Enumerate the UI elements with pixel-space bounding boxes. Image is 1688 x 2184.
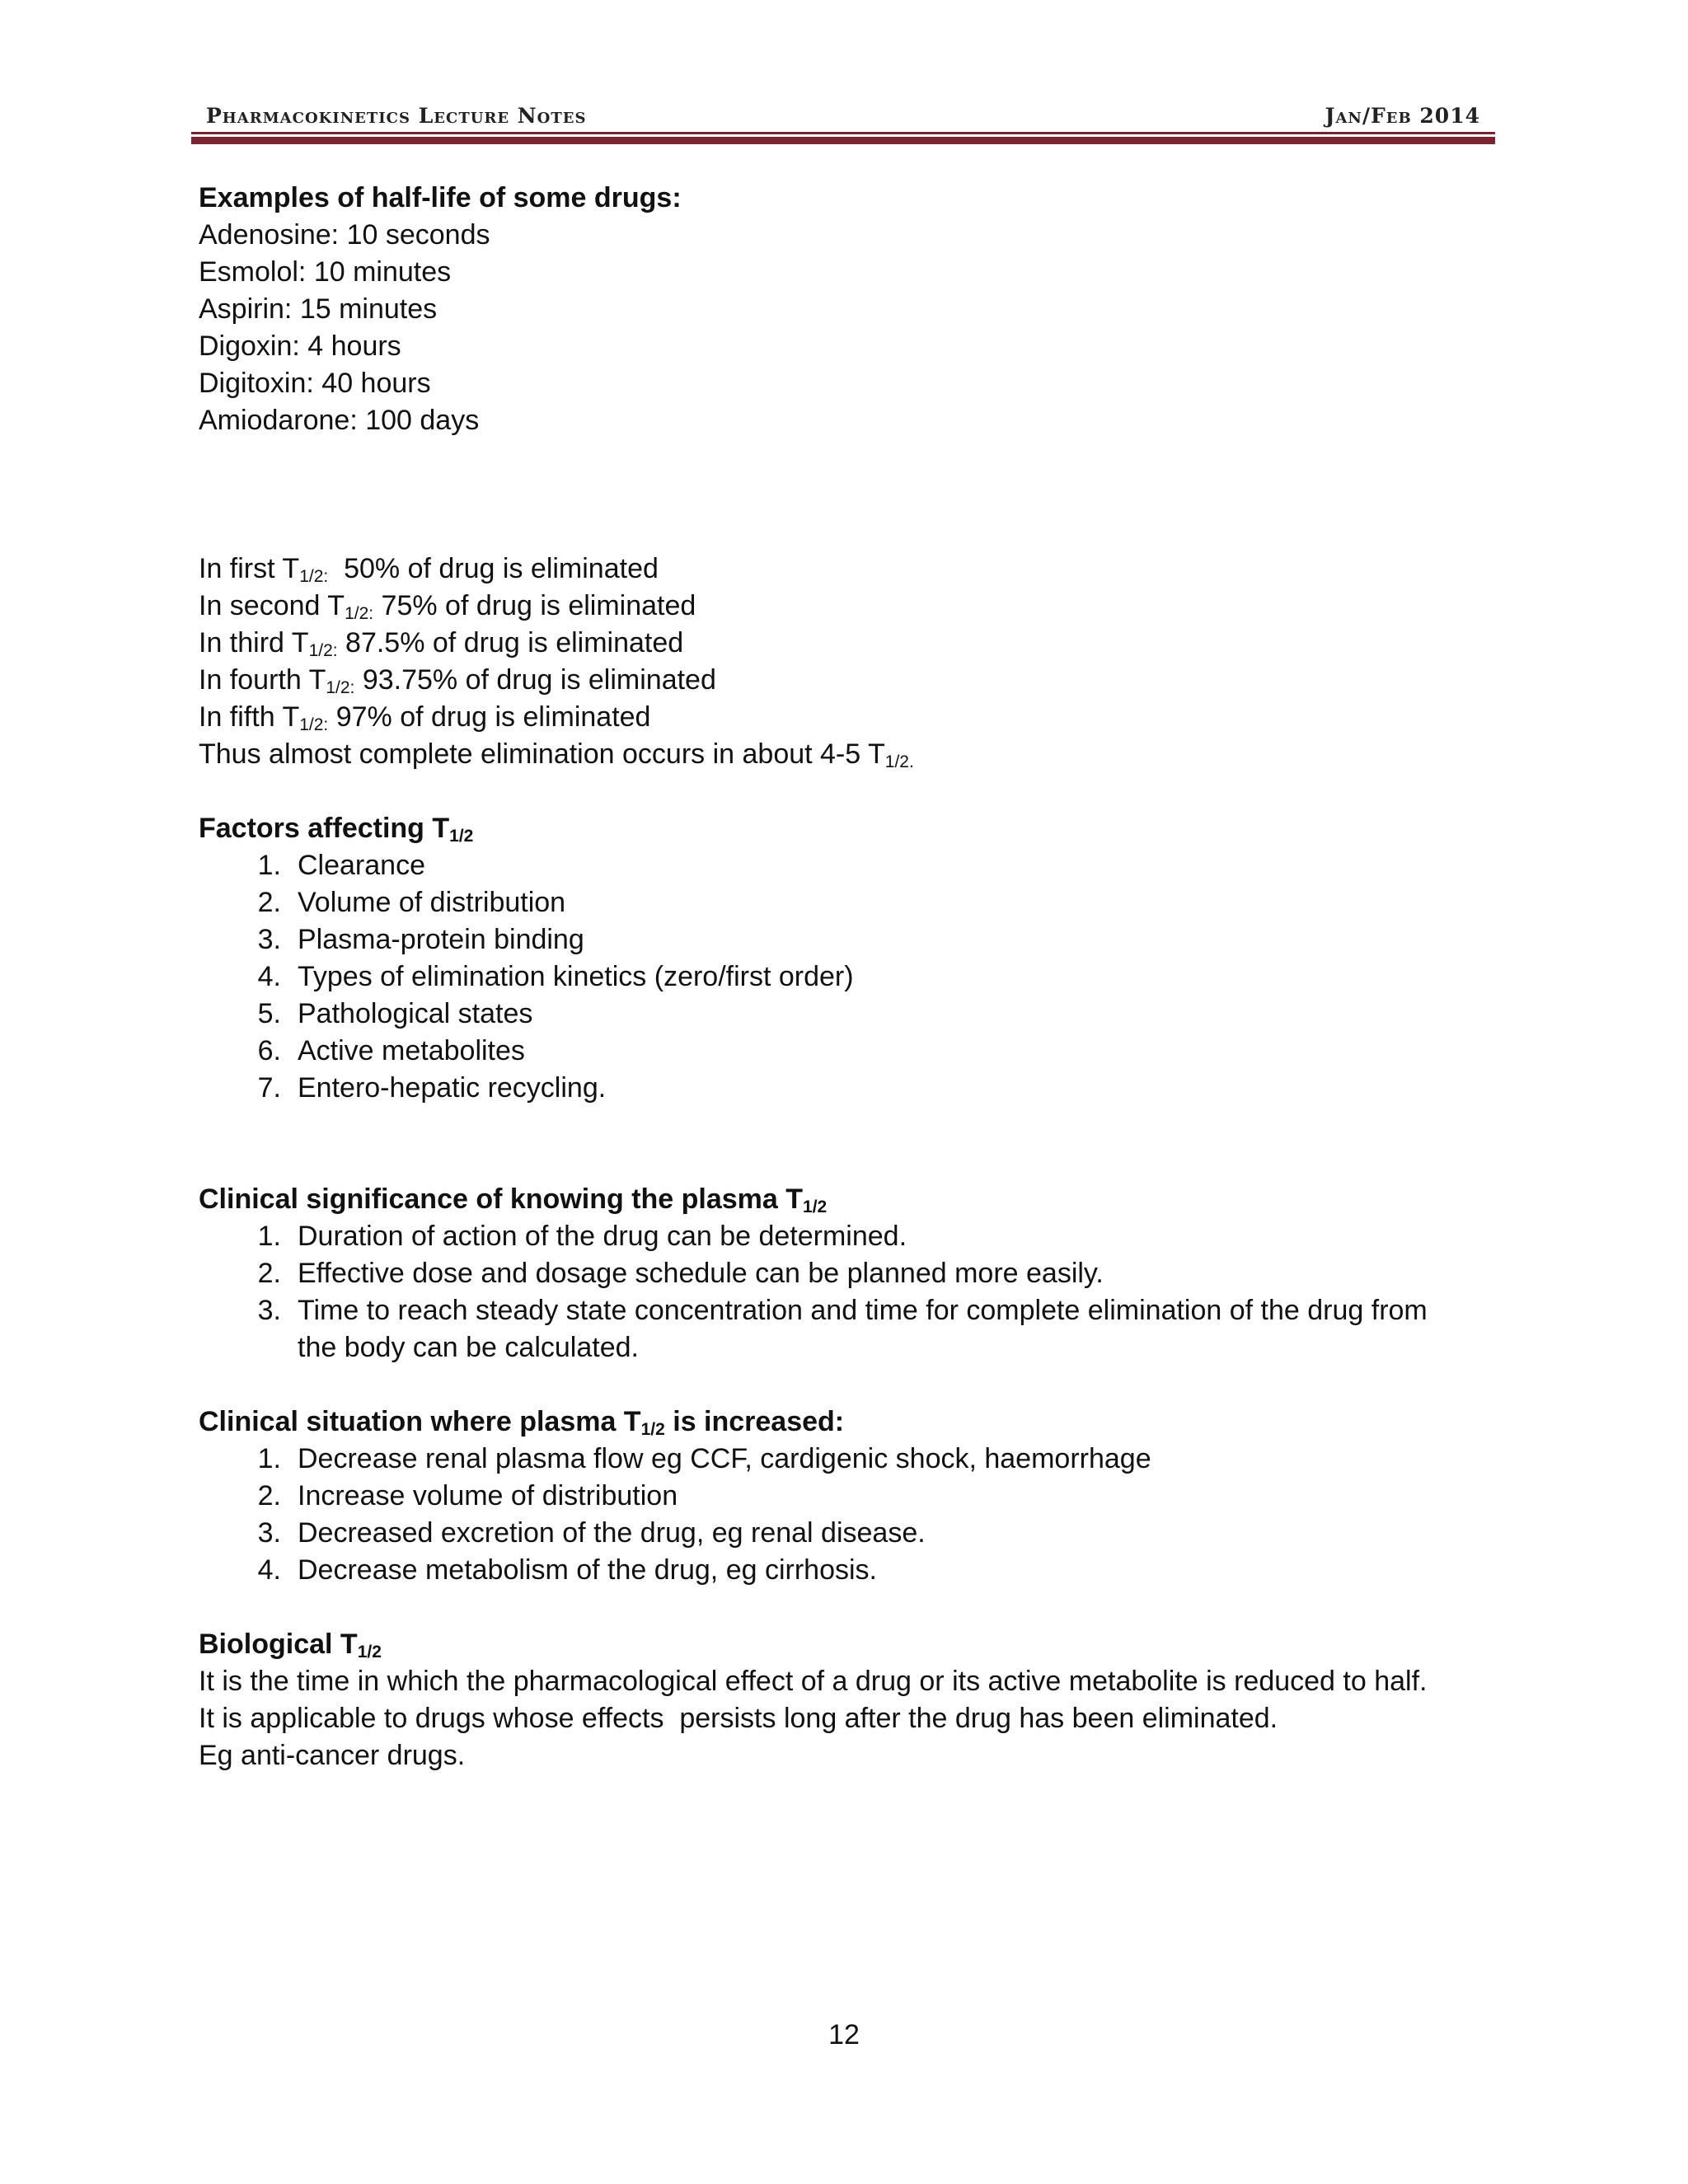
elimination-row: In third $T_{1/2:}$ 87.5% of drug is eliminated: [199, 627, 684, 660]
elimination-row: In second $T_{1/2:}$ 75% of drug is eliminated: [199, 590, 696, 623]
clinical-situation-heading: Clinical situation where plasma $T_{1/2}$ is increased:: [199, 1406, 845, 1439]
list-item: 3. Decreased excretion of the drug, eg renal disease.: [257, 1517, 926, 1549]
example-item: Aspirin: 15 minutes: [199, 293, 438, 325]
header-date: Jan/Feb 2014: [1325, 104, 1480, 128]
list-item: 4. Types of elimination kinetics (zero/first order): [257, 961, 854, 992]
list-item: 2. Increase volume of distribution: [257, 1480, 678, 1511]
header-title: Pharmacokinetics Lecture Notes: [206, 104, 587, 128]
factors-section: [199, 810, 1484, 1107]
list-item: 6. Active metabolites: [257, 1035, 525, 1066]
example-item: Esmolol: 10 minutes: [199, 256, 452, 288]
examples-section: [199, 180, 1484, 439]
list-item: 1. Decrease renal plasma flow eg CCF, cardigenic shock, haemorrhage: [257, 1443, 1151, 1474]
biological-section: [199, 1626, 1484, 1774]
example-item: Digoxin: 4 hours: [199, 330, 401, 362]
list-item: 7. Entero-hepatic recycling.: [257, 1072, 607, 1104]
biological-line: It is applicable to drugs whose effects persists long after the drug has been eliminated.: [199, 1703, 1278, 1734]
header-rule-thin: [191, 132, 1495, 134]
biological-heading: Biological $T_{1/2}$: [199, 1629, 382, 1661]
example-item: Digitoxin: 40 hours: [199, 368, 431, 399]
page-header: [191, 99, 1495, 148]
elimination-section: [199, 551, 1484, 773]
example-item: Amiodarone: 100 days: [199, 405, 480, 436]
elimination-row: In first $T_{1/2:}$ 50% of drug is eliminated: [199, 553, 659, 586]
list-item: 4. Decrease metabolism of the drug, eg cirrhosis.: [257, 1554, 877, 1586]
list-item: 5. Pathological states: [257, 998, 533, 1029]
clinical-situation-list: [199, 1441, 1484, 1589]
clinical-significance-list: [199, 1218, 1484, 1366]
biological-line: It is the time in which the pharmacological effect of a drug or its active metabolite is reduced to half.: [199, 1666, 1428, 1697]
list-item: 3. Plasma-protein binding: [257, 924, 584, 955]
clinical-situation-section: [199, 1404, 1484, 1589]
clinical-significance-section: [199, 1181, 1484, 1366]
page-number: 12: [828, 2019, 860, 2050]
list-item: 2. Effective dose and dosage schedule can be planned more easily.: [257, 1258, 1104, 1289]
list-item: 1. Clearance: [257, 850, 425, 881]
list-item: 2. Volume of distribution: [257, 887, 566, 918]
elimination-summary: Thus almost complete elimination occurs in about 4-5 $T_{1/2.}$: [199, 738, 914, 771]
header-rule-thick: [191, 137, 1495, 144]
biological-line: Eg anti-cancer drugs.: [199, 1740, 466, 1771]
factors-heading: Factors affecting $T_{1/2}$: [199, 813, 474, 846]
document-body: [199, 180, 1484, 1774]
list-item: 3. Time to reach steady state concentration and time for complete elimination of the drug from the body can be calculated.: [257, 1295, 1428, 1363]
examples-heading: Examples of half-life of some drugs:: [199, 182, 682, 213]
factors-list: [199, 847, 1484, 1107]
list-item: 1. Duration of action of the drug can be determined.: [257, 1221, 907, 1252]
elimination-row: In fourth $T_{1/2:}$ 93.75% of drug is eliminated: [199, 664, 716, 697]
clinical-significance-heading: Clinical significance of knowing the plasma $T_{1/2}$: [199, 1183, 828, 1216]
example-item: Adenosine: 10 seconds: [199, 219, 490, 251]
elimination-row: In fifth $T_{1/2:}$ 97% of drug is eliminated: [199, 701, 651, 734]
